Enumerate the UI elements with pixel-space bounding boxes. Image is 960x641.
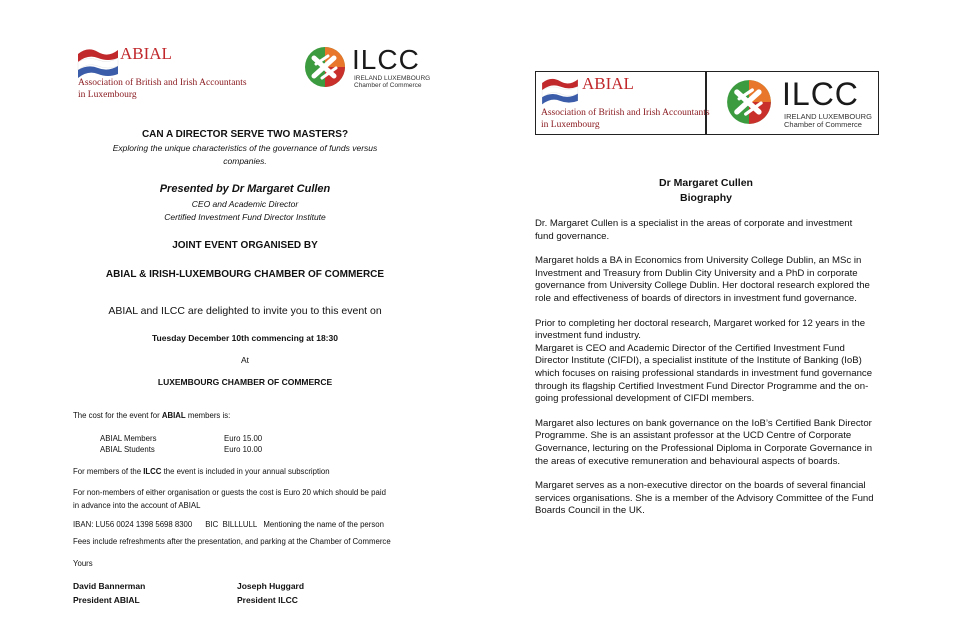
bio-line: services organisations. She is a member of the Advisory Committee of the Fund	[535, 492, 874, 504]
signatory-name: Joseph Huggard	[237, 581, 305, 591]
bio-line: Investment and Treasury from Dublin City University and a PhD in corporate	[535, 267, 858, 279]
ilcc-logo-sub-1: IRELAND LUXEMBOURG	[354, 75, 431, 82]
bio-line: through its flagship Certified Investment Fund Director Programme and the on-	[535, 380, 869, 392]
bio-line: fund governance.	[535, 230, 610, 242]
closing-yours: Yours	[73, 559, 93, 568]
cost-intro: The cost for the event for ABIAL members is:	[73, 411, 231, 420]
presenter: Presented by Dr Margaret Cullen	[159, 183, 331, 195]
abial-logo-name: ABIAL	[582, 74, 634, 93]
bio-line: Dr. Margaret Cullen is a specialist in the areas of corporate and investment	[535, 218, 853, 229]
abial-logo-name: ABIAL	[120, 44, 172, 63]
ilcc-logo-sub-1: IRELAND LUXEMBOURG	[784, 112, 872, 121]
joint-event-heading: JOINT EVENT ORGANISED BY	[172, 240, 318, 251]
signatory-title: President ABIAL	[73, 595, 140, 605]
abial-logo	[76, 44, 246, 100]
bio-line: Programme. She is an assistant professor at the UCD Centre of Corporate	[535, 430, 852, 442]
bio-line: Margaret serves as a non-executive director on the boards of several financial	[535, 480, 866, 492]
abial-logo-sub-2: in Luxembourg	[78, 90, 137, 100]
ilcc-logo-name: ILCC	[782, 76, 859, 112]
ilcc-emblem-icon	[304, 46, 346, 88]
signatory-title: President ILCC	[237, 595, 298, 605]
bio-line: Director Institute (CIFDI), a specialist institute of the Institute of Banking (IoB)	[535, 355, 862, 367]
fees-note: Fees include refreshments after the presentation, and parking at the Chamber of Commerce	[73, 537, 391, 546]
ilcc-logo	[304, 44, 434, 90]
bio-heading: Biography	[680, 192, 732, 204]
biography-page	[480, 0, 960, 641]
presenter-role-1: CEO and Academic Director	[191, 199, 299, 209]
organisers: ABIAL & IRISH-LUXEMBOURG CHAMBER OF COMMERCE	[105, 269, 385, 280]
ilcc-emblem-icon	[726, 79, 772, 125]
abial-logo-sub-1: Association of British and Irish Accountants	[541, 108, 710, 118]
bio-line: role and effectiveness of boards of directors in investment fund governance.	[535, 292, 857, 304]
bio-name: Dr Margaret Cullen	[659, 177, 753, 189]
signatory-name: David Bannerman	[73, 581, 146, 591]
bio-paragraph	[535, 480, 935, 518]
bio-paragraph	[535, 318, 935, 406]
abial-logo-sub-1: Association of British and Irish Accountants	[78, 78, 247, 88]
bio-line: governance from University College Dublin. Her doctoral research explored the	[535, 280, 870, 292]
bio-body	[535, 218, 935, 530]
bio-line: Boards Council in the UK.	[535, 505, 645, 517]
ilcc-logo-name: ILCC	[352, 44, 420, 75]
event-subtitle-2: companies.	[223, 156, 267, 166]
event-title: CAN A DIRECTOR SERVE TWO MASTERS?	[141, 129, 349, 140]
event-subtitle-1: Exploring the unique characteristics of the governance of funds versus	[112, 143, 378, 153]
invite-text: ABIAL and ILCC are delighted to invite you to this event on	[108, 305, 382, 317]
ilcc-logo-sub-2: Chamber of Commerce	[784, 120, 862, 129]
bio-line: Margaret also lectures on bank governance on the IoB’s Certified Bank Director	[535, 417, 872, 429]
event-venue: LUXEMBOURG CHAMBER OF COMMERCE	[157, 377, 333, 387]
nonmember-note-2: in advance into the account of ABIAL	[73, 501, 201, 510]
bio-paragraph	[535, 418, 935, 468]
bio-line: Governance, lecturing on the Professional Diploma in Corporate Governance in	[535, 442, 873, 454]
event-at: At	[240, 355, 250, 365]
bio-line: Margaret holds a BA in Economics from University College Dublin, an MSc in	[535, 255, 862, 267]
ilcc-logo-sub-2: Chamber of Commerce	[354, 82, 422, 89]
price-value: Euro 15.00	[224, 434, 263, 443]
abial-logo-box	[535, 71, 710, 135]
price-row	[100, 433, 156, 444]
event-date: Tuesday December 10th commencing at 18:30	[152, 333, 338, 343]
abial-logo-sub-2: in Luxembourg	[541, 120, 600, 130]
presenter-role-2: Certified Investment Fund Director Institute	[164, 212, 326, 222]
bio-line: which focuses on raising professional standards in investment fund governance	[535, 367, 873, 379]
iban-details: IBAN: LU56 0024 1398 5698 8300 BIC BILLLULL Mentioning the name of the person	[73, 520, 384, 529]
bio-line: investment fund industry.	[535, 330, 641, 342]
price-label: ABIAL Members	[100, 434, 157, 443]
price-label: ABIAL Students	[100, 445, 155, 454]
nonmember-note-1: For non-members of either organisation or guests the cost is Euro 20 which should be paid	[73, 488, 386, 497]
bio-line: the areas of executive remuneration and behavioural aspects of boards.	[535, 455, 841, 467]
bio-line: Prior to completing her doctoral research, Margaret worked for 12 years in the	[535, 317, 866, 329]
bio-line: Margaret is CEO and Academic Director of the Certified Investment Fund	[535, 342, 845, 354]
bio-paragraph	[535, 218, 935, 243]
bio-paragraph	[535, 255, 935, 305]
luxembourg-flag-icon	[540, 74, 580, 108]
bio-line: going professional development of CIFDI members.	[535, 393, 755, 405]
price-value: Euro 10.00	[224, 445, 263, 454]
ilcc-member-note: For members of the ILCC the event is included in your annual subscription	[73, 467, 330, 476]
ilcc-logo-box	[705, 71, 879, 135]
